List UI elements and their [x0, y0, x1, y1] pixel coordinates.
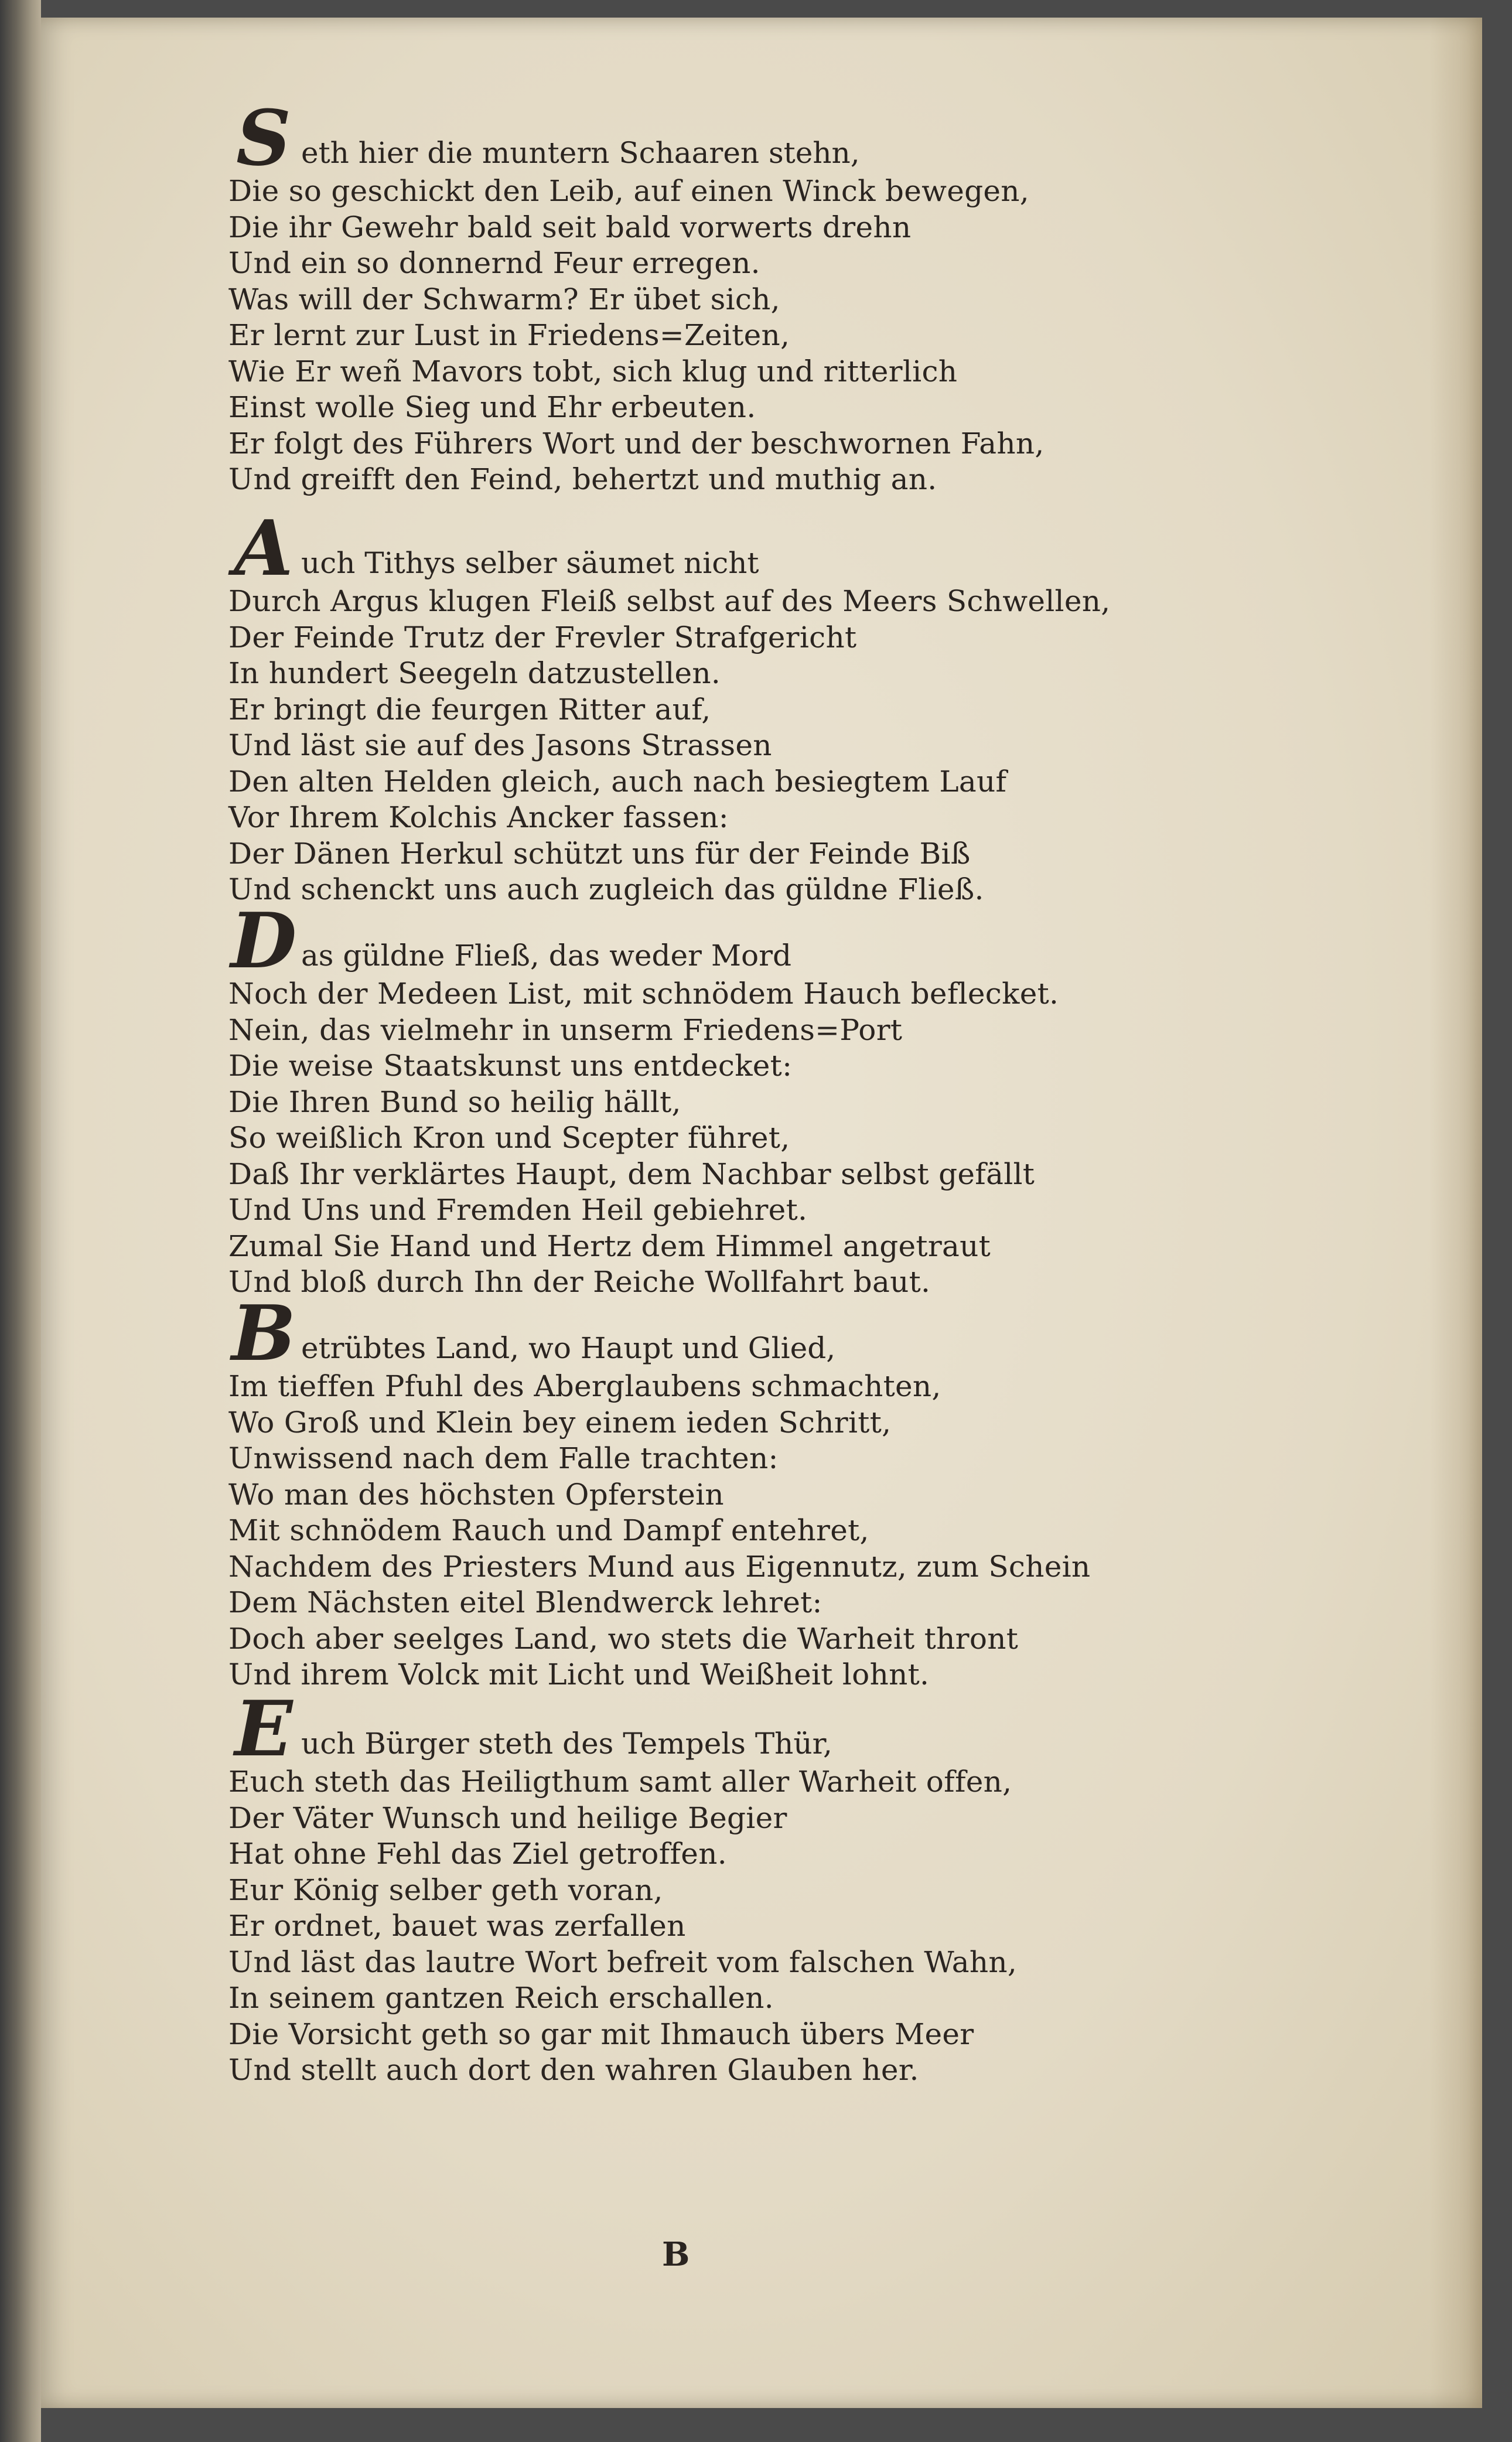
drop-cap-initial: S [236, 93, 291, 183]
drop-cap-initial: A [234, 503, 293, 593]
verse-line: Mit schnödem Rauch und Dampf entehret, [228, 1513, 869, 1547]
verse-line: Die Vorsicht geth so gar mit Ihmauch übers Meer [228, 2017, 974, 2051]
verse-line: as güldne Fließ, das weder Mord [301, 938, 792, 973]
verse-line: Der Väter Wunsch und heilige Begier [228, 1800, 787, 1835]
verse-line: Vor Ihrem Kolchis Ancker fassen: [228, 800, 729, 834]
verse-line: Durch Argus klugen Fleiß selbst auf des Meers Schwellen, [228, 584, 1111, 618]
verse-line: eth hier die muntern Schaaren stehn, [301, 135, 860, 170]
verse-line: Die Ihren Bund so heilig hällt, [228, 1084, 681, 1119]
verse-line: Dem Nächsten eitel Blendwerck lehret: [228, 1585, 822, 1619]
verse-line: Und stellt auch dort den wahren Glauben her. [228, 2053, 919, 2087]
verse-line: Den alten Helden gleich, auch nach besiegtem Lauf [228, 764, 1007, 799]
verse-line: Und läst sie auf des Jasons Strassen [228, 728, 772, 762]
book-spine [0, 0, 41, 2442]
verse-line: Und greifft den Feind, behertzt und muthig an. [228, 462, 937, 496]
drop-cap-initial: E [234, 1684, 293, 1773]
verse-line: Im tieffen Pfuhl des Aberglaubens schmachten, [228, 1369, 941, 1403]
verse-line: Einst wolle Sieg und Ehr erbeuten. [228, 390, 756, 424]
verse-line: Die ihr Gewehr bald seit bald vorwerts drehn [228, 210, 912, 244]
verse-line: Nein, das vielmehr in unserm Friedens=Port [228, 1012, 903, 1047]
verse-line: Wo Groß und Klein bey einem ieden Schritt, [228, 1405, 892, 1440]
verse-line: Doch aber seelges Land, wo stets die Warheit thront [228, 1621, 1019, 1656]
verse-line: Der Dänen Herkul schützt uns für der Feinde Biß [228, 836, 971, 871]
verse-line: Die so geschickt den Leib, auf einen Winck bewegen, [228, 174, 1029, 208]
verse-line: Wie Er weñ Mavors tobt, sich klug und ritterlich [228, 354, 958, 388]
verse-line: Und ein so donnernd Feur erregen. [228, 246, 760, 280]
drop-cap-initial: B [231, 1288, 296, 1378]
stanza [228, 1684, 1017, 2089]
verse-line: So weißlich Kron und Scepter führet, [228, 1121, 790, 1155]
stanza [228, 1289, 1090, 1693]
verse-line: Eur König selber geth voran, [228, 1873, 663, 1907]
stanza-first-line [228, 1288, 1090, 1378]
stanza [228, 896, 1059, 1301]
page-edge-shadow [1429, 18, 1482, 2408]
verse-line: Und bloß durch Ihn der Reiche Wollfahrt baut. [228, 1265, 931, 1299]
verse-line: Er folgt des Führers Wort und der beschwornen Fahn, [228, 426, 1045, 461]
verse-line: Unwissend nach dem Falle trachten: [228, 1441, 779, 1475]
stanza [228, 504, 1110, 908]
verse-line: Daß Ihr verklärtes Haupt, dem Nachbar selbst gefällt [228, 1157, 1035, 1191]
stanza-first-line [228, 503, 1110, 593]
verse-line: Und ihrem Volck mit Licht und Weißheit lohnt. [228, 1657, 930, 1691]
verse-line: Euch steth das Heiligthum samt aller Warheit offen, [228, 1765, 1012, 1799]
verse-line: uch Tithys selber säumet nicht [301, 545, 759, 580]
verse-line: Und läst das lautre Wort befreit vom falschen Wahn, [228, 1945, 1018, 1979]
verse-line: Und schenckt uns auch zugleich das güldne Fließ. [228, 872, 984, 906]
stanza-first-line [228, 1684, 1017, 1773]
verse-line: In seinem gantzen Reich erschallen. [228, 1981, 774, 2015]
verse-line: uch Bürger steth des Tempels Thür, [301, 1726, 832, 1761]
verse-line: etrübtes Land, wo Haupt und Glied, [301, 1331, 836, 1365]
drop-cap-initial: D [230, 896, 297, 985]
verse-line: Und Uns und Fremden Heil gebiehret. [228, 1193, 808, 1227]
verse-line: Noch der Medeen List, mit schnödem Hauch beflecket. [228, 977, 1059, 1011]
verse-line: Die weise Staatskunst uns entdecket: [228, 1049, 793, 1083]
verse-line: Zumal Sie Hand und Hertz dem Himmel angetraut [228, 1229, 991, 1263]
verse-line: In hundert Seegeln datzustellen. [228, 656, 721, 690]
verse-line: Was will der Schwarm? Er übet sich, [228, 282, 780, 316]
stanza-first-line [228, 896, 1059, 985]
stanza-first-line [228, 93, 1045, 183]
stanza [228, 94, 1045, 498]
verse-line: Wo man des höchsten Opferstein [228, 1477, 724, 1512]
verse-line: Der Feinde Trutz der Frevler Strafgericht [228, 620, 857, 654]
verse-line: Er bringt die feurgen Ritter auf, [228, 692, 711, 727]
verse-line: Er ordnet, bauet was zerfallen [228, 1909, 686, 1943]
verse-line: Er lernt zur Lust in Friedens=Zeiten, [228, 318, 790, 352]
signature-mark: B [662, 2235, 690, 2274]
verse-line: Hat ohne Fehl das Ziel getroffen. [228, 1837, 727, 1871]
verse-line: Nachdem des Priesters Mund aus Eigennutz, zum Schein [228, 1549, 1091, 1584]
